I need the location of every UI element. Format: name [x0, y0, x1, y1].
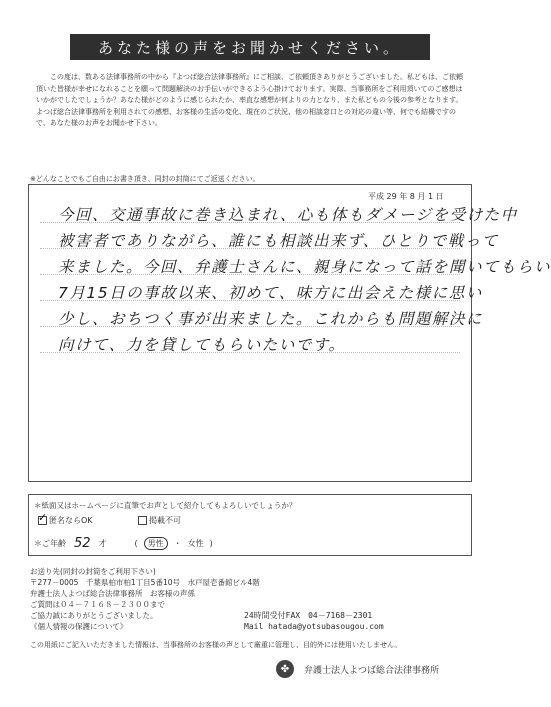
consent-ok-label: 匿名ならOK [49, 516, 93, 525]
handwritten-line: 向けて、力を貸してもらいたいです。 [58, 336, 346, 354]
consent-ok-checkbox[interactable] [38, 515, 93, 526]
office-signature [276, 660, 439, 678]
handwritten-line: 今回、交通事故に巻き込まれ、心も体もダメージを受けた中 [58, 206, 518, 224]
checkbox-icon [138, 516, 147, 525]
gender-separator: ・ [173, 539, 182, 548]
contact-block [30, 566, 260, 632]
contact-address: 〒277－0005 千葉県柏市柏1丁目5番10号 水戸屋壱番館ビル4階 [30, 578, 260, 587]
age-row [34, 536, 213, 551]
gender-select[interactable]: ( 男性 ・ 女性 ) [134, 539, 213, 548]
contact-mail[interactable]: Mail hatada@yotsubasougou.com [244, 622, 384, 631]
intro-paragraph: この度は、数ある法律事務所の中から『よつば総合法律事務所』にご相談、ご依頼頂きありがとうございました。私どもは、ご依頼頂いた皆様が幸せになれることを願って問題解決のお手伝いができるよう心掛けております。実際、当事務所をご利用頂いてのご感想はいかがでしたでしょうか？あなた様がどのように感じられたか、率直な感想が何よりの力となり、また私どもの今後の参考となります。よつば総合法律事務所を利用されての感想、お客様の生活の変化、現在のご状況、他の相談窓口との対応の違い等、何でも結構ですので、あなた様のお声をお聞かせ下さい。 [36, 73, 463, 127]
consent-question: ＊紙面又はホームページに直筆でお声として紹介してもよろしいでしょうか？ [34, 501, 297, 510]
office-name: 弁護士法人よつば総合法律事務所 [304, 665, 440, 676]
handwritten-line: 少し、おちつく事が出来ました。これからも問題解決に [58, 310, 483, 328]
contact-thanks: ご協力誠にありがとうございました。 [30, 611, 158, 620]
handwritten-line: 来ました。今回、弁護士さんに、親身になって話を聞いてもらい [58, 258, 551, 276]
privacy-heading: 《個人情報の保護について》 [30, 622, 128, 631]
comment-instruction: ※どんなことでもご自由にお書き頂き、同封の封筒にてご返送ください。 [30, 175, 260, 183]
age-label: ＊ご年齢 [34, 539, 66, 548]
handwritten-line: 7月15日の事故以来、初めて、味方に出会えた様に思い [58, 284, 483, 302]
contact-office: 弁護士法人よつば総合法律事務所 お客様の声係 [30, 589, 195, 598]
checkbox-checked-icon [38, 516, 47, 525]
age-unit: 才 [98, 539, 107, 548]
gender-male[interactable]: 男性 [144, 537, 168, 550]
clover-icon: ✤ [276, 660, 294, 678]
contact-phone: ご質問は０４－７１６８－２３００まで [30, 600, 165, 609]
privacy-text: この用紙にご記入いただきました情報は、当事務所のお客様の声として厳重に管理し、目的外には使用いたしません。 [30, 641, 402, 649]
consent-ng-label: 掲載不可 [149, 516, 181, 525]
contact-right [244, 610, 384, 632]
comment-date: 平成 29 年 8 月 1 日 [368, 192, 444, 201]
handwritten-line: 被害者でありながら、誰にも相談出来ず、ひとりで戦って [58, 232, 499, 250]
contact-heading: お送り先(同封の封筒をご利用下さい) [30, 567, 156, 576]
age-value[interactable]: 52 [74, 536, 91, 551]
consent-ng-checkbox[interactable] [138, 515, 181, 526]
gender-female[interactable]: 女性 [187, 539, 204, 548]
contact-fax: 24時間受付FAX 04－7168－2301 [244, 611, 373, 620]
page-title: あなた様の声をお聞かせください。 [70, 34, 430, 60]
